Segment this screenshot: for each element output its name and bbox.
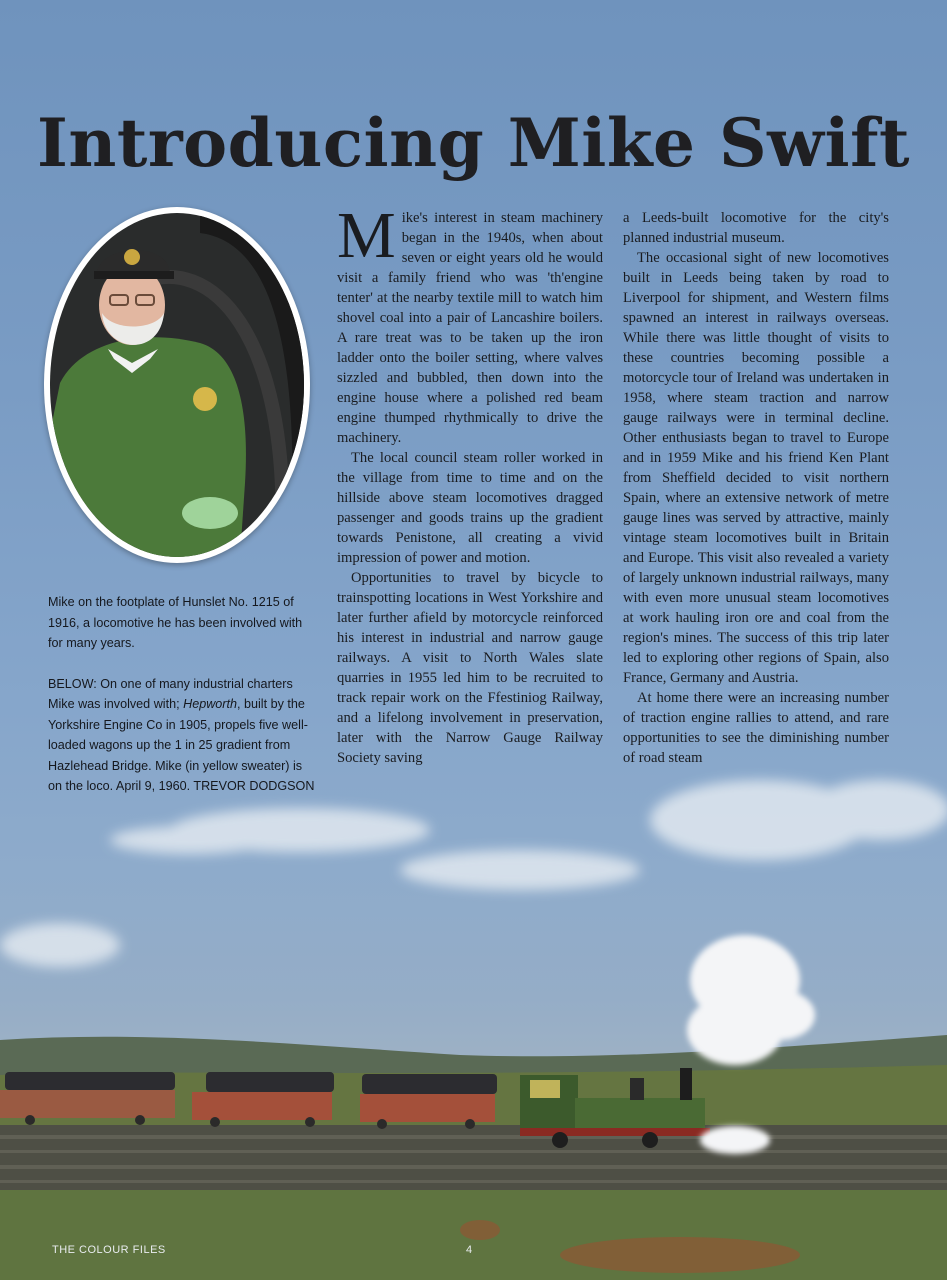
section-footer: THE COLOUR FILES	[52, 1244, 166, 1256]
article-paragraph: Opportunities to travel by bicycle to trainspotting locations in West Yorkshire and later further afield by motorcycle reinforced his interest in industrial and narrow gauge railways. A visit to North Wales slate quarries in 1955 led him to be recruited to track repair work on the Ffestiniog Railway, and a lifelong involvement in preservation, later with the Narrow Gauge Railway Society saving	[337, 570, 603, 766]
article-paragraph: The occasional sight of new locomotives built in Leeds being taken by road to Liverpool for shipment, and Western films spawned an interest in railways overseas. While there was little thought of visits to these countries becoming possible a motorcycle tour of Ireland was undertaken in 1958, where steam traction and narrow gauge railways were in terminal decline. Other enthusiasts began to travel to Europe and in 1959 Mike and his friend Ken Plant from Sheffield decided to visit northern Spain, where an extensive network of metre gauge lines was served by attractive, mainly vintage steam locomotives built in Britain and Europe. This visit also revealed a variety of largely unknown industrial railways, many with even more unusual steam locomotives at work hauling iron ore and coal from the region's mines. The success of this trip later led to exploring other regions of Spain, also France, Germany and Austria.	[623, 250, 889, 686]
below-caption: BELOW: On one of many industrial charters Mike was involved with; Hepworth, built by the Yorkshire Engine Co in 1905, propels five well-loaded wagons up the 1 in 25 gradient from Hazlehead Bridge. Mike (in yellow sweater) is on the loco. April 9, 1960. TREVOR DODGSON	[48, 676, 315, 793]
article-paragraph: At home there were an increasing number of traction engine rallies to attend, and rare opportunities to see the diminishing number of road steam	[623, 690, 889, 766]
page-number: 4	[466, 1244, 473, 1256]
article-title: Introducing Mike Swift	[37, 104, 910, 182]
portrait-photo	[44, 207, 310, 563]
article-column-1	[337, 199, 603, 768]
photo-captions	[48, 592, 318, 817]
portrait-caption: Mike on the footplate of Hunslet No. 1215 of 1916, a locomotive he has been involved with for many years.	[48, 595, 303, 650]
drop-cap: M	[337, 199, 396, 272]
portrait-image	[50, 213, 304, 557]
article-paragraph: The local council steam roller worked in the village from time to time and on the hillside above steam locomotives dragged passenger and goods trains up the gradient towards Penistone, all creating a vivid impression of power and motion.	[337, 450, 603, 566]
article-column-2	[623, 208, 889, 768]
article-paragraph: Mike's interest in steam machinery began in the 1940s, when about seven or eight years old he would visit a family friend who was 'th'engine tenter' at the nearby textile mill to watch him shovel coal into a pair of Lancashire boilers. A rare treat was to be taken up the iron ladder onto the boiler setting, where valves sizzled and bubbled, then down into the engine house where a polished red beam engine thumped rhythmically to drive the machinery.	[337, 199, 603, 446]
article-paragraph: a Leeds-built locomotive for the city's planned industrial museum.	[623, 210, 889, 246]
